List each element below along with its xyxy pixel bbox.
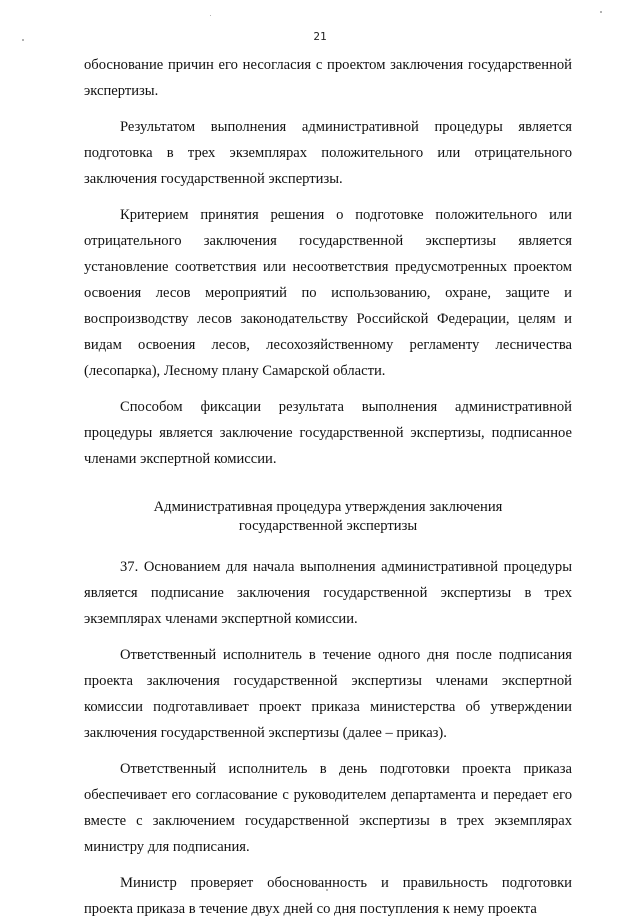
paragraph: Способом фиксации результата выполнения административной процедуры является заключение государственной экспертизы, подписанное членами экспертной комиссии. xyxy=(84,399,572,467)
section-heading xyxy=(84,498,572,536)
paragraph: Ответственный исполнитель в течение одного дня после подписания проекта заключения государственной экспертизы членами экспертной комиссии подготавливает проект приказа министерства об утверждении заключения государственной экспертизы (далее – приказ). xyxy=(84,647,572,741)
paragraph: Ответственный исполнитель в день подготовки проекта приказа обеспечивает его согласование с руководителем департамента и передает его вместе с заключением государственной экспертизы в трех экземплярах министру для подписания. xyxy=(84,761,572,855)
paragraph: 37. Основанием для начала выполнения административной процедуры является подписание заключения государственной экспертизы в трех экземплярах членами экспертной комиссии. xyxy=(84,559,572,627)
paragraph: Министр проверяет обоснованность и правильность подготовки проекта приказа в течение двух дней со дня поступления к нему проекта xyxy=(84,875,572,917)
page-number: 21 xyxy=(313,30,327,43)
scan-speck xyxy=(210,15,211,16)
section-heading-line: государственной экспертизы xyxy=(238,518,418,534)
paragraph: Результатом выполнения административной процедуры является подготовка в трех экземплярах положительного или отрицательного заключения государственной экспертизы. xyxy=(84,119,572,187)
document-body xyxy=(84,52,572,922)
paragraph: обоснование причин его несогласия с проектом заключения государственной экспертизы. xyxy=(84,57,572,99)
section-heading-line: Административная процедура утверждения заключения xyxy=(153,499,503,515)
paragraph: Критерием принятия решения о подготовке положительного или отрицательного заключения государственной экспертизы является установление соответствия или несоответствия предусмотренных проектом освоения лесов мероприятий по использованию, охране, защите и воспроизводству лесов законодательству Российской Федерации, целям и видам освоения лесов, лесохозяйственному регламенту лесничества (лесопарка), Лесному плану Самарской области. xyxy=(84,207,572,379)
scan-speck xyxy=(600,11,602,13)
